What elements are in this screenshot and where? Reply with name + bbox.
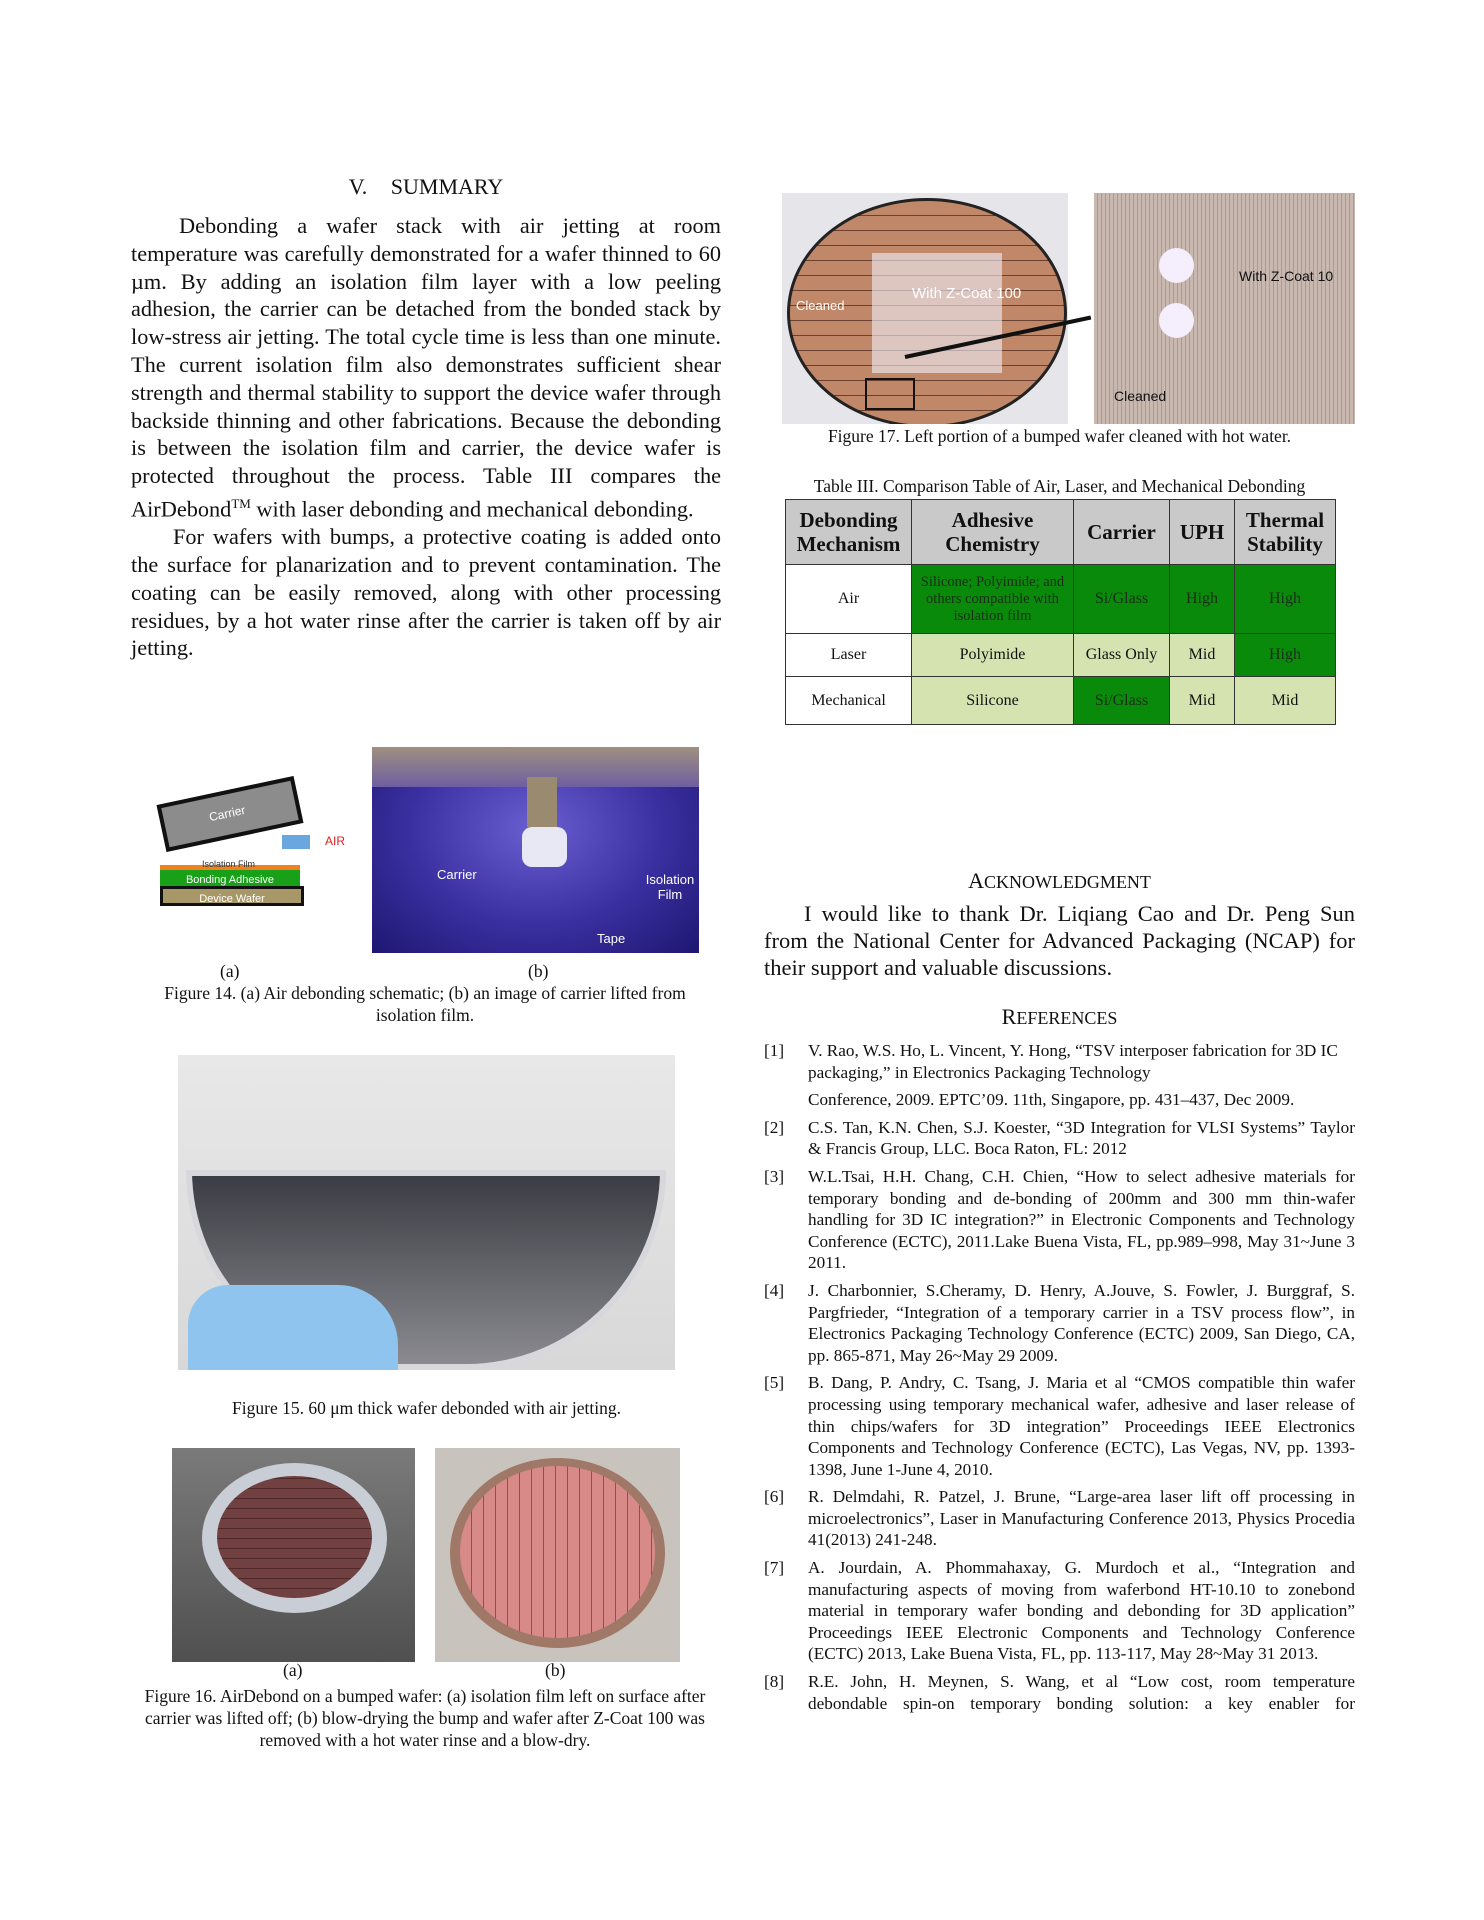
z-coat-label: With Z-Coat 100 [912, 285, 1022, 302]
table-cell: High [1235, 634, 1336, 677]
header-cell: UPH [1170, 500, 1235, 565]
figure-17-caption: Figure 17. Left portion of a bumped wafer cleaned with hot water. [827, 426, 1292, 446]
reference-number: [1] [764, 1041, 785, 1060]
isolation-label: Isolation Film [202, 859, 256, 869]
table-row [786, 634, 1336, 677]
reference-text: C.S. Tan, K.N. Chen, S.J. Koester, “3D Integration for VLSI Systems” Taylor & Francis Group, LLC. Boca Raton, FL: 2012 [808, 1117, 1355, 1159]
reference-item [764, 1117, 1355, 1160]
header-cell: Debonding Mechanism [786, 500, 912, 565]
glove-hand [188, 1285, 398, 1370]
reference-item [764, 1040, 1355, 1111]
figure-16a-label: (a) [283, 1660, 303, 1680]
figure-14b-photo [372, 747, 699, 953]
reference-item [764, 1166, 1355, 1274]
reference-text: W.L.Tsai, H.H. Chang, C.H. Chien, “How to select adhesive materials for temporary bonding and de-bonding of 200mm and 300 mm thin-wafer handling for 3D IC integration?” in Electronic Components and Technology Conference (ECTC), 2011.Lake Buena Vista, FL, pp.989–998, May 31~June 3 2011. [808, 1166, 1355, 1273]
coated-area [872, 253, 1002, 373]
cleaned-label: Cleaned [1114, 388, 1167, 404]
reference-text: R. Delmdahi, R. Patzel, J. Brune, “Large-area laser lift off processing in microelectronics”, Laser in Manufacturing Conference 2013, Physics Procedia 41(2013) 241-248. [808, 1487, 1355, 1550]
header-cell: Carrier [1074, 500, 1170, 565]
acknowledgment-heading [764, 868, 1355, 894]
device-wafer-layer [160, 886, 304, 906]
header-cell: Adhesive Chemistry [912, 500, 1074, 565]
figure-14a-label: (a) [220, 961, 240, 981]
nozzle [527, 777, 557, 827]
zoom-box [865, 378, 915, 410]
adhesive-layer [160, 870, 300, 886]
reference-number: [2] [764, 1117, 785, 1137]
trademark: TM [231, 495, 251, 511]
table-row [786, 677, 1336, 725]
table-cell: Laser [786, 634, 912, 677]
figure-16a-photo [172, 1448, 415, 1662]
table-cell: High [1170, 565, 1235, 634]
table-header-row [786, 500, 1336, 565]
reference-item [764, 1372, 1355, 1480]
figure-15-photo [178, 1055, 675, 1370]
figure-17-left-photo [782, 193, 1068, 424]
reference-text: A. Jourdain, A. Phommahaxay, G. Murdoch et al., “Integration and manufacturing aspects of moving from waferbond HT-10.10 to zonebond material in temporary wafer bonding and debonding for 3D application” Proceedings IEEE Electronic Components and Technology Conference (ECTC) 2013, Lake Buena Vista, FL, pp. 113-117, May 28~May 31 2013. [808, 1558, 1355, 1664]
reference-number: [5] [764, 1373, 785, 1393]
carrier-label: Carrier [207, 802, 247, 825]
reference-number: [7] [764, 1558, 785, 1578]
adhesive-label: Bonding Adhesive [185, 874, 275, 886]
reference-item [764, 1486, 1355, 1551]
figure-17-right-photo [1094, 193, 1355, 424]
acknowledgment-body: I would like to thank Dr. Liqiang Cao and Dr. Peng Sun from the National Center for Advanced Packaging (NCAP) for their support and valuable discussions. [764, 901, 1355, 980]
table-cell: Polyimide [912, 634, 1074, 677]
heading-initial: A [968, 868, 984, 893]
bumped-wafer [217, 1476, 372, 1598]
summary-body [131, 212, 721, 662]
table-cell: Silicone; Polyimide; and others compatible with isolation film [912, 565, 1074, 634]
reference-number: [6] [764, 1487, 785, 1507]
air-arrow-icon [282, 835, 310, 849]
figure-16b-label: (b) [545, 1660, 566, 1680]
summary-text: with laser debonding and mechanical debonding. [250, 496, 694, 522]
figure-14-caption: Figure 14. (a) Air debonding schematic; (b) an image of carrier lifted from isolation film. [164, 983, 686, 1025]
device-label: Device Wafer [199, 893, 265, 905]
table-cell: Mid [1235, 677, 1336, 725]
section-heading-summary: V. SUMMARY [348, 174, 504, 199]
bump [1159, 248, 1194, 283]
summary-paragraph-1 [131, 212, 721, 523]
reference-text: Conference, 2009. EPTC’09. 11th, Singapore, pp. 431–437, Dec 2009. [808, 1090, 1295, 1110]
reference-number: [3] [764, 1166, 785, 1186]
figure-16b-photo [435, 1448, 680, 1662]
heading-rest: EFERENCES [1016, 1008, 1118, 1028]
summary-paragraph-2: For wafers with bumps, a protective coating is added onto the surface for planarization and to prevent contamination. The coating can be easily removed, along with other processing residues, by a hot water rinse after the carrier is taken off by air jetting. [131, 524, 721, 661]
isolation-film-label: Isolation Film [645, 872, 695, 902]
figure-14b-label: (b) [528, 961, 549, 981]
table-caption: Table III. Comparison Table of Air, Laser, and Mechanical Debonding [813, 476, 1306, 496]
table-cell: High [1235, 565, 1336, 634]
reference-number: [4] [764, 1280, 785, 1300]
bump [1159, 303, 1194, 338]
figure-16-caption: Figure 16. AirDebond on a bumped wafer: (a) isolation film left on surface after carrier was lifted off; (b) blow-drying the bump and wafer after Z-Coat 100 was removed with a hot water rinse and a blow-dry. [144, 1686, 706, 1750]
comparison-table [785, 499, 1336, 725]
reference-text: B. Dang, P. Andry, C. Tsang, J. Maria et al “CMOS compatible thin wafer processing using temporary mechanical wafer, adhesive and laser release of thin chips/wafers for 3D integration” Proceedings IEEE Electronics Components and Technology Conference (ECTC), Las Vegas, NV, pp. 1393-1398, June 1-June 4, 2010. [808, 1373, 1355, 1479]
table-cell: Mid [1170, 634, 1235, 677]
carrier-label: Carrier [437, 867, 477, 882]
figure-15-caption: Figure 15. 60 μm thick wafer debonded with air jetting. [232, 1398, 621, 1418]
table-cell: Mechanical [786, 677, 912, 725]
reference-text: J. Charbonnier, S.Cheramy, D. Henry, A.Jouve, S. Fowler, J. Burggraf, S. Pargfrieder, “Integration of a temporary carrier in a TSV process flow”, in Electronics Packaging Technology Conference (ECTC) 2009, San Diego, CA, pp. 865-871, May 26~May 29 2009. [808, 1280, 1355, 1365]
references-heading [764, 1004, 1355, 1030]
reference-text: R.E. John, H. Meynen, S. Wang, et al “Low cost, room temperature debondable spin-on temporary bonding solution: a key enabler for [808, 1672, 1355, 1713]
reference-list [764, 1040, 1355, 1720]
reference-item [764, 1671, 1355, 1714]
figure-14a-schematic [150, 770, 360, 920]
table-cell: Air [786, 565, 912, 634]
reference-item [764, 1280, 1355, 1366]
reference-text: V. Rao, W.S. Ho, L. Vincent, Y. Hong, “TSV interposer fabrication for 3D IC packaging,” in Electronics Packaging Technology [808, 1041, 1338, 1082]
table-cell: Si/Glass [1074, 677, 1170, 725]
table-cell: Silicone [912, 677, 1074, 725]
tape-label: Tape [597, 931, 626, 946]
heading-initial: R [1001, 1004, 1017, 1029]
z-coat-label: With Z-Coat 10 [1239, 268, 1334, 284]
suction-cup [522, 827, 567, 867]
heading-rest: CKNOWLEDGMENT [983, 872, 1151, 892]
table-cell: Si/Glass [1074, 565, 1170, 634]
cleaned-label: Cleaned [796, 298, 845, 313]
table-cell: Glass Only [1074, 634, 1170, 677]
header-cell: Thermal Stability [1235, 500, 1336, 565]
table-cell: Mid [1170, 677, 1235, 725]
reference-item [764, 1557, 1355, 1665]
air-label: AIR [325, 834, 346, 848]
reference-number: [8] [764, 1672, 785, 1692]
bumped-wafer [460, 1466, 655, 1638]
summary-text: Debonding a wafer stack with air jetting at room temperature was carefully demonstrated for a wafer thinned to 60 µm. By adding an isolation film layer with a low peeling adhesion, the carrier can be detached from the bonded stack by low-stress air jetting. The total cycle time is less than one minute. The current isolation film also demonstrates sufficient shear strength and thermal stability to support the device wafer through backside thinning and other fabrications. Because the debonding is between the isolation film and carrier, the device wafer is protected throughout the process. Table III compares the AirDebond [131, 213, 721, 522]
table-row [786, 565, 1336, 634]
